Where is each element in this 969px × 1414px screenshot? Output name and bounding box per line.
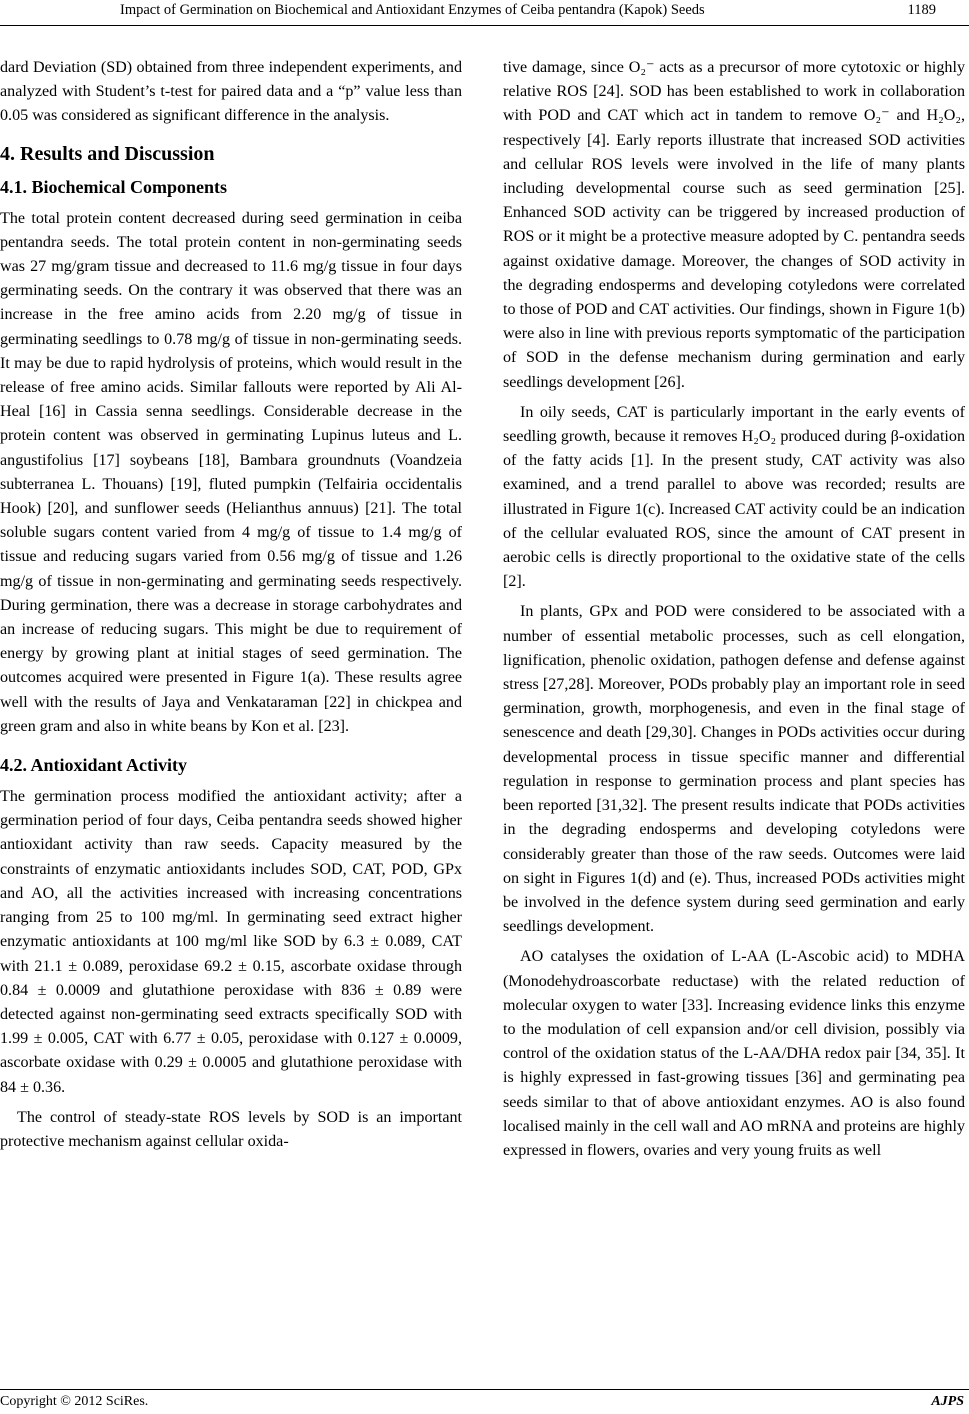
methods-continuation-paragraph: dard Deviation (SD) obtained from three independent experiments, and analyzed with Student’s t-test for paired data and a “p” value less than 0.05 was considered as significant difference in the analysis. [0, 59, 462, 125]
journal-abbreviation: AJPS [931, 1394, 964, 1409]
section-heading-results: 4. Results and Discussion [0, 142, 215, 165]
right-column [503, 56, 965, 1163]
cat-paragraph: In oily seeds, CAT is particularly important in the early events of seedling growth, because it removes H₂O₂ produced during β-oxidation of the fatty acids [1]. In the present study, CAT activity was also examined, and a trend parallel to above was recorded; results are illustrated in Figure 1(c). Increased CAT activity could be an indication of the cellular evaluated ROS, since the amount of CAT present in aerobic cells is directly proportional to the oxidative state of the cells [2]. [503, 403, 965, 591]
running-title: Impact of Germination on Biochemical and Antioxidant Enzymes of Ceiba pentandra (Kapok) Seeds [120, 2, 705, 18]
biochemical-paragraph: The total protein content decreased during seed germination in ceiba pentandra seeds. The total protein content in non-germinating seeds was 27 mg/gram tissue and decreased to 11.6 mg/g tissue in four days germinating seeds. On the contrary it was observed that there was an increase in the free amino acids from 2.20 mg/g of tissue in germinating seedlings to 0.78 mg/g of tissue in non-germinating seeds. It may be due to rapid hydrolysis of proteins, which would result in the release of free amino acids. Similar fallouts were reported by Ali Al-Heal [16] in Cassia senna seedlings. Considerable decrease in the protein content was observed in germinating Lupinus luteus and L. angustifolius [17] soybeans [18], Bambara groundnuts (Voandzeia subterranea L. Thouans) [19], fluted pumpkin (Telfairia occidentalis Hook) [20], and sunflower seeds (Helianthus annuus) [21]. The total soluble sugars content varied from 4 mg/g of tissue to 1.4 mg/g of tissue and reducing sugars varied from 0.56 mg/g of tissue and 1.26 mg/g of tissue in non-germinating and germinating seeds respectively. During germination, there was a decrease in storage carbohydrates and an increase of reducing sugars. This might be due to requirement of energy by growing plant at initial stages of seed germination. The outcomes acquired were presented in Figure 1(a). These results agree well with the results of Jaya and Venkataraman [22] in chickpea and green gram and also in white beans by Kon et al. [23]. [0, 209, 462, 735]
antioxidant-paragraph: The germination process modified the antioxidant activity; after a germination period of four days, Ceiba pentandra seeds showed higher antioxidant activity than raw seeds. Capacity measured by the constraints of enzymatic antioxidants includes SOD, CAT, POD, GPx and AO, all the activities increased with increasing concentrations ranging from 25 to 100 mg/ml. In germinating seed extract higher enzymatic antioxidants at 100 mg/ml like SOD by 6.3 ± 0.089, CAT with 21.1 ± 0.089, peroxidase 69.2 ± 0.15, ascorbate oxidase through 0.84 ± 0.0009 and glutathione peroxidase with 836 ± 0.89 were detected against non-germinating seed extracts specifically SOD with 1.99 ± 0.005, CAT with 6.77 ± 0.05, peroxidase with 0.127 ± 0.0009, ascorbate oxidase with 0.29 ± 0.0005 and glutathione peroxidase with 84 ± 0.36. [0, 788, 462, 1096]
running-head [0, 2, 969, 22]
ros-paragraph: The control of steady-state ROS levels by SOD is an important protective mechanism against cellular oxida- [0, 1108, 462, 1150]
page-number: 1189 [907, 2, 936, 18]
ao-paragraph: AO catalyses the oxidation of L-AA (L-Ascobic acid) to MDHA (Monodehydroascorbate reductase) with the related reduction of molecular oxygen to water [33]. Increasing evidence links this enzyme to the modulation of cell expansion and/or cell division, possibly via control of the oxidation status of the L-AA/DHA redox pair [34, 35]. It is highly expressed in fast-growing tissues [36] and germinating pea seeds similar to that of above antioxidant enzymes. AO is also found localised mainly in the cell wall and AO mRNA and proteins are highly expressed in flowers, ovaries and very young fruits as well [503, 948, 965, 1159]
subsection-heading-antioxidant: 4.2. Antioxidant Activity [0, 755, 188, 776]
page-footer [0, 1394, 969, 1412]
sod-paragraph: tive damage, since O₂⁻ acts as a precursor of more cytotoxic or highly relative ROS [24]. SOD has been established to work in collaboration with POD and CAT which act in tandem to remove O₂⁻ and H₂O₂, respectively [4]. Early reports illustrate that increased SOD activities and cellular ROS levels were involved in the life of many plants including developmental course such as seed germination [25]. Enhanced SOD activity can be triggered by increased production of ROS or it might be a protective measure adopted by C. pentandra seeds against oxidative damage. Moreover, the changes of SOD activity in the degrading endosperms and developing cotyledons were correlated to those of POD and CAT activities. Our findings, shown in Figure 1(b) were also in line with previous reports symptomatic of the participation of SOD in the defense mechanism during germination and early seedlings development [26]. [503, 59, 965, 391]
left-column [0, 56, 462, 1154]
footer-rule [0, 1389, 969, 1390]
header-rule [0, 25, 969, 26]
copyright-notice: Copyright © 2012 SciRes. [0, 1394, 149, 1409]
gpx-pod-paragraph: In plants, GPx and POD were considered to be associated with a number of essential metabolic processes, such as cell elongation, lignification, phenolic oxidation, pathogen defense and defense against stress [27,28]. Moreover, PODs probably play an important role in seed germination, growth, morphogenesis, and even in the final stage of senescence and death [29,30]. Changes in PODs activities occur during developmental process in tissue specific manner and differential regulation in response to germination process and plant species has been reported [31,32]. The present results indicate that PODs activities in the degrading endosperms and developing cotyledons were considerably greater than those of the raw seeds. Outcomes were laid on sight in Figures 1(d) and (e). Thus, increased PODs activities might be involved in the defence system during seed germination and early seedlings development. [503, 603, 965, 936]
subsection-heading-biochemical: 4.1. Biochemical Components [0, 176, 227, 197]
